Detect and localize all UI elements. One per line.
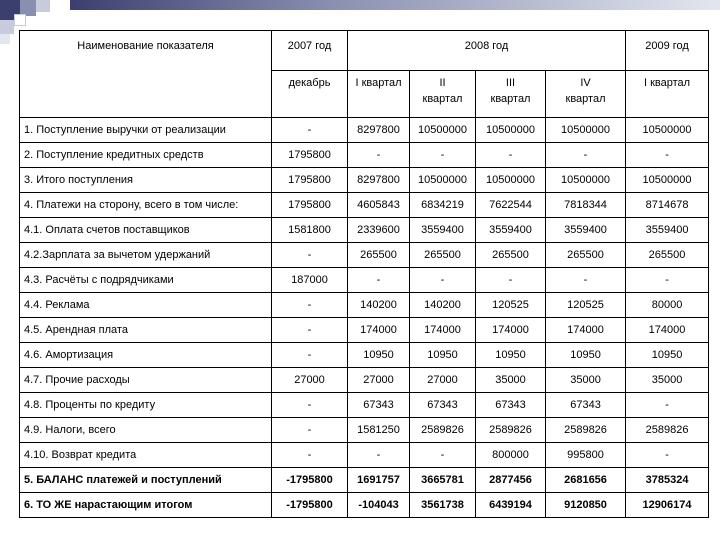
value-cell: 3785324	[626, 468, 709, 493]
period-cell: I квартал	[348, 71, 410, 118]
value-cell: -	[626, 393, 709, 418]
period-cell: IV квартал	[546, 71, 626, 118]
value-cell: -	[476, 268, 546, 293]
value-cell: 7622544	[476, 193, 546, 218]
value-cell: 10500000	[626, 118, 709, 143]
value-cell: 1795800	[272, 143, 348, 168]
value-cell: 265500	[476, 243, 546, 268]
value-cell: 2589826	[626, 418, 709, 443]
value-cell: 120525	[476, 293, 546, 318]
row-label: 3. Итого поступления	[20, 168, 272, 193]
row-label: 1. Поступление выручки от реализации	[20, 118, 272, 143]
table-row	[20, 368, 709, 393]
value-cell: 140200	[410, 293, 476, 318]
value-cell: 2589826	[476, 418, 546, 443]
table-row	[20, 343, 709, 368]
table-row	[20, 293, 709, 318]
table-row	[20, 193, 709, 218]
value-cell: -	[272, 293, 348, 318]
value-cell: 800000	[476, 443, 546, 468]
table-row	[20, 393, 709, 418]
value-cell: 8297800	[348, 168, 410, 193]
value-cell: 9120850	[546, 493, 626, 518]
value-cell: -	[272, 243, 348, 268]
value-cell: 3559400	[546, 218, 626, 243]
table-row	[20, 218, 709, 243]
value-cell: -	[272, 443, 348, 468]
row-label: 4.8. Проценты по кредиту	[20, 393, 272, 418]
table-row	[20, 493, 709, 518]
row-label: 4.3. Расчёты с подрядчиками	[20, 268, 272, 293]
value-cell: 6834219	[410, 193, 476, 218]
value-cell: -	[272, 343, 348, 368]
value-cell: 10500000	[626, 168, 709, 193]
value-cell: 10950	[626, 343, 709, 368]
header-name-cell: Наименование показателя	[20, 31, 272, 118]
value-cell: 1691757	[348, 468, 410, 493]
value-cell: 140200	[348, 293, 410, 318]
value-cell: 2339600	[348, 218, 410, 243]
value-cell: -	[546, 143, 626, 168]
value-cell: 67343	[348, 393, 410, 418]
value-cell: -	[348, 143, 410, 168]
value-cell: 35000	[626, 368, 709, 393]
value-cell: 174000	[348, 318, 410, 343]
value-cell: 10500000	[476, 168, 546, 193]
value-cell: -1795800	[272, 493, 348, 518]
value-cell: 174000	[546, 318, 626, 343]
value-cell: 35000	[546, 368, 626, 393]
value-cell: 1581250	[348, 418, 410, 443]
value-cell: -	[272, 118, 348, 143]
table-row	[20, 318, 709, 343]
value-cell: -	[272, 393, 348, 418]
value-cell: 1795800	[272, 193, 348, 218]
value-cell: 12906174	[626, 493, 709, 518]
value-cell: 8714678	[626, 193, 709, 218]
value-cell: 3561738	[410, 493, 476, 518]
value-cell: 265500	[410, 243, 476, 268]
row-label: 4.10. Возврат кредита	[20, 443, 272, 468]
value-cell: 3665781	[410, 468, 476, 493]
header-row-years	[20, 31, 709, 71]
value-cell: 2589826	[410, 418, 476, 443]
value-cell: 7818344	[546, 193, 626, 218]
row-label: 4.1. Оплата счетов поставщиков	[20, 218, 272, 243]
value-cell: -	[626, 268, 709, 293]
value-cell: 3559400	[476, 218, 546, 243]
table-row	[20, 468, 709, 493]
row-label: 4.4. Реклама	[20, 293, 272, 318]
value-cell: 10950	[476, 343, 546, 368]
value-cell: 27000	[348, 368, 410, 393]
period-cell: I квартал	[626, 71, 709, 118]
value-cell: 10500000	[476, 118, 546, 143]
value-cell: -	[272, 418, 348, 443]
value-cell: 10950	[410, 343, 476, 368]
value-cell: 174000	[626, 318, 709, 343]
period-cell: декабрь	[272, 71, 348, 118]
row-label: 4.2.Зарплата за вычетом удержаний	[20, 243, 272, 268]
period-cell: III квартал	[476, 71, 546, 118]
value-cell: -1795800	[272, 468, 348, 493]
value-cell: 174000	[476, 318, 546, 343]
header-year-2007: 2007 год	[272, 31, 348, 71]
value-cell: 8297800	[348, 118, 410, 143]
value-cell: -	[348, 443, 410, 468]
value-cell: 27000	[410, 368, 476, 393]
value-cell: -	[546, 268, 626, 293]
value-cell: 1581800	[272, 218, 348, 243]
value-cell: 174000	[410, 318, 476, 343]
table-row	[20, 243, 709, 268]
value-cell: 67343	[410, 393, 476, 418]
value-cell: 3559400	[626, 218, 709, 243]
value-cell: -	[476, 143, 546, 168]
value-cell: 10950	[348, 343, 410, 368]
value-cell: 6439194	[476, 493, 546, 518]
value-cell: 35000	[476, 368, 546, 393]
value-cell: 1795800	[272, 168, 348, 193]
value-cell: 2877456	[476, 468, 546, 493]
value-cell: -	[626, 443, 709, 468]
value-cell: 67343	[476, 393, 546, 418]
header-year-2009: 2009 год	[626, 31, 709, 71]
value-cell: -	[272, 318, 348, 343]
table-row	[20, 168, 709, 193]
value-cell: -	[626, 143, 709, 168]
value-cell: 265500	[626, 243, 709, 268]
value-cell: -	[410, 443, 476, 468]
value-cell: 2681656	[546, 468, 626, 493]
row-label: 4.7. Прочие расходы	[20, 368, 272, 393]
value-cell: -104043	[348, 493, 410, 518]
header-year-2008: 2008 год	[348, 31, 626, 71]
table-row	[20, 268, 709, 293]
table-row	[20, 418, 709, 443]
row-label: 4.5. Арендная плата	[20, 318, 272, 343]
value-cell: 80000	[626, 293, 709, 318]
row-label: 6. ТО ЖЕ нарастающим итогом	[20, 493, 272, 518]
table-row	[20, 443, 709, 468]
table-row	[20, 143, 709, 168]
value-cell: 67343	[546, 393, 626, 418]
value-cell: 4605843	[348, 193, 410, 218]
table-row	[20, 118, 709, 143]
row-label: 4.6. Амортизация	[20, 343, 272, 368]
value-cell: 120525	[546, 293, 626, 318]
value-cell: 265500	[348, 243, 410, 268]
value-cell: -	[410, 143, 476, 168]
value-cell: 10500000	[546, 118, 626, 143]
value-cell: 10950	[546, 343, 626, 368]
row-label: 4. Платежи на сторону, всего в том числе:	[20, 193, 272, 218]
value-cell: 265500	[546, 243, 626, 268]
period-cell: II квартал	[410, 71, 476, 118]
value-cell: 27000	[272, 368, 348, 393]
value-cell: 187000	[272, 268, 348, 293]
value-cell: 995800	[546, 443, 626, 468]
row-label: 2. Поступление кредитных средств	[20, 143, 272, 168]
value-cell: 10500000	[410, 168, 476, 193]
value-cell: 3559400	[410, 218, 476, 243]
row-label: 4.9. Налоги, всего	[20, 418, 272, 443]
value-cell: 10500000	[410, 118, 476, 143]
cash-flow-table	[19, 30, 709, 518]
value-cell: -	[348, 268, 410, 293]
value-cell: 10500000	[546, 168, 626, 193]
row-label: 5. БАЛАНС платежей и поступлений	[20, 468, 272, 493]
value-cell: 2589826	[546, 418, 626, 443]
value-cell: -	[410, 268, 476, 293]
